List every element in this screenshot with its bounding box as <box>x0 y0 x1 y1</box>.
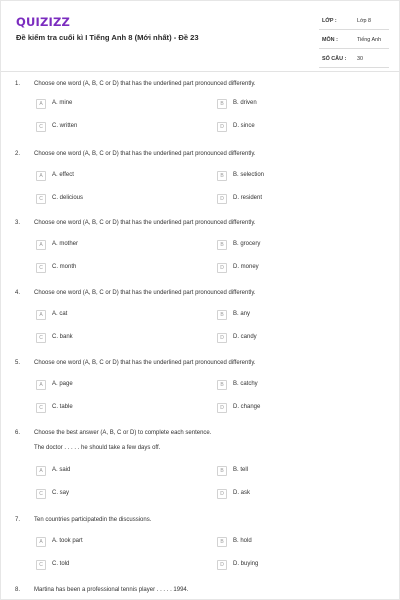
option-c[interactable] <box>36 194 186 204</box>
option-d[interactable] <box>217 489 367 499</box>
option-letter-box: A <box>36 99 46 109</box>
option-text: D. since <box>233 123 255 129</box>
option-text: A. mine <box>52 100 73 106</box>
option-a[interactable] <box>36 537 186 547</box>
option-letter-box: B <box>217 310 227 320</box>
option-d[interactable] <box>217 194 367 204</box>
option-text: B. tell <box>233 467 249 473</box>
question-text: Choose the best answer (A, B, C or D) to complete each sentence. <box>34 430 212 436</box>
option-text: D. candy <box>233 334 257 340</box>
question-number: 5. <box>15 360 21 366</box>
option-letter-box: B <box>217 380 227 390</box>
option-letter-box: C <box>36 263 46 273</box>
question-number: 7. <box>15 517 21 523</box>
option-c[interactable] <box>36 489 186 499</box>
question-number: 8. <box>15 587 21 593</box>
option-text: D. buying <box>233 561 259 567</box>
option-text: D. change <box>233 404 261 410</box>
option-c[interactable] <box>36 333 186 343</box>
option-letter-box: C <box>36 333 46 343</box>
option-text: A. mother <box>52 241 79 247</box>
option-text: D. resident <box>233 195 263 201</box>
option-text: A. said <box>52 467 71 473</box>
option-letter-box: A <box>36 466 46 476</box>
question-text: Choose one word (A, B, C or D) that has the underlined part pronounced differently. <box>34 220 256 226</box>
option-text: A. took part <box>52 538 83 544</box>
option-text: B. grocery <box>233 241 261 247</box>
question-text: Choose one word (A, B, C or D) that has the underlined part pronounced differently. <box>34 360 256 366</box>
question-text: Martina has been a professional tennis player . . . . . 1994. <box>34 587 189 593</box>
meta-key: MÔN : <box>322 37 338 43</box>
option-letter-box: B <box>217 466 227 476</box>
option-text: B. any <box>233 311 251 317</box>
option-text: C. table <box>52 404 73 410</box>
option-letter-box: A <box>36 171 46 181</box>
option-b[interactable] <box>217 99 367 109</box>
option-letter-box: B <box>217 537 227 547</box>
option-d[interactable] <box>217 263 367 273</box>
option-text: A. cat <box>52 311 68 317</box>
option-letter-box: D <box>217 263 227 273</box>
option-letter-box: C <box>36 122 46 132</box>
option-text: A. page <box>52 381 73 387</box>
quizizz-logo: QUIZIZZ <box>16 15 71 29</box>
meta-value: Tiếng Anh <box>357 37 382 43</box>
option-letter-box: A <box>36 380 46 390</box>
meta-key: SỐ CÂU : <box>322 56 347 62</box>
meta-value: 30 <box>357 56 363 62</box>
question-text: Choose one word (A, B, C or D) that has the underlined part pronounced differently. <box>34 290 256 296</box>
option-text: B. selection <box>233 172 265 178</box>
option-letter-box: B <box>217 171 227 181</box>
option-letter-box: D <box>217 194 227 204</box>
option-d[interactable] <box>217 122 367 132</box>
option-d[interactable] <box>217 333 367 343</box>
meta-row-subject <box>319 34 389 49</box>
option-a[interactable] <box>36 466 186 476</box>
option-a[interactable] <box>36 310 186 320</box>
worksheet-meta <box>319 15 389 72</box>
option-letter-box: D <box>217 560 227 570</box>
option-b[interactable] <box>217 466 367 476</box>
option-text: C. told <box>52 561 70 567</box>
option-letter-box: B <box>217 240 227 250</box>
option-letter-box: D <box>217 403 227 413</box>
option-text: B. catchy <box>233 381 258 387</box>
option-text: D. money <box>233 264 259 270</box>
option-text: C. written <box>52 123 78 129</box>
header-divider <box>1 71 400 72</box>
option-b[interactable] <box>217 171 367 181</box>
option-a[interactable] <box>36 380 186 390</box>
meta-key: LỚP : <box>322 18 337 24</box>
option-text: C. say <box>52 490 70 496</box>
option-text: A. effect <box>52 172 74 178</box>
option-a[interactable] <box>36 99 186 109</box>
meta-row-class <box>319 15 389 30</box>
question-number: 3. <box>15 220 21 226</box>
meta-row-question-count <box>319 53 389 68</box>
option-letter-box: C <box>36 560 46 570</box>
option-letter-box: C <box>36 403 46 413</box>
worksheet-title: Đề kiểm tra cuối kì I Tiếng Anh 8 (Mới nhất) - Đề 23 <box>16 33 199 42</box>
option-letter-box: A <box>36 310 46 320</box>
option-text: B. driven <box>233 100 257 106</box>
option-c[interactable] <box>36 122 186 132</box>
question-number: 6. <box>15 430 21 436</box>
option-text: C. month <box>52 264 77 270</box>
option-text: C. bank <box>52 334 73 340</box>
option-letter-box: D <box>217 489 227 499</box>
question-text: Choose one word (A, B, C or D) that has the underlined part pronounced differently. <box>34 151 256 157</box>
question-sentence: The doctor . . . . . he should take a few days off. <box>34 445 161 451</box>
option-a[interactable] <box>36 171 186 181</box>
question-text: Choose one word (A, B, C or D) that has the underlined part pronounced differently. <box>34 81 256 87</box>
option-c[interactable] <box>36 560 186 570</box>
option-b[interactable] <box>217 310 367 320</box>
option-letter-box: B <box>217 99 227 109</box>
option-c[interactable] <box>36 403 186 413</box>
option-text: B. hold <box>233 538 252 544</box>
question-number: 1. <box>15 81 21 87</box>
option-text: D. ask <box>233 490 251 496</box>
question-number: 4. <box>15 290 21 296</box>
option-letter-box: C <box>36 489 46 499</box>
option-letter-box: A <box>36 240 46 250</box>
question-number: 2. <box>15 151 21 157</box>
question-text: Ten countries participatedin the discussions. <box>34 517 152 523</box>
option-letter-box: D <box>217 122 227 132</box>
option-b[interactable] <box>217 537 367 547</box>
option-d[interactable] <box>217 403 367 413</box>
option-letter-box: A <box>36 537 46 547</box>
option-d[interactable] <box>217 560 367 570</box>
option-b[interactable] <box>217 240 367 250</box>
option-letter-box: D <box>217 333 227 343</box>
option-a[interactable] <box>36 240 186 250</box>
option-text: C. delicious <box>52 195 84 201</box>
meta-value: Lớp 8 <box>357 18 372 24</box>
option-c[interactable] <box>36 263 186 273</box>
option-b[interactable] <box>217 380 367 390</box>
option-letter-box: C <box>36 194 46 204</box>
